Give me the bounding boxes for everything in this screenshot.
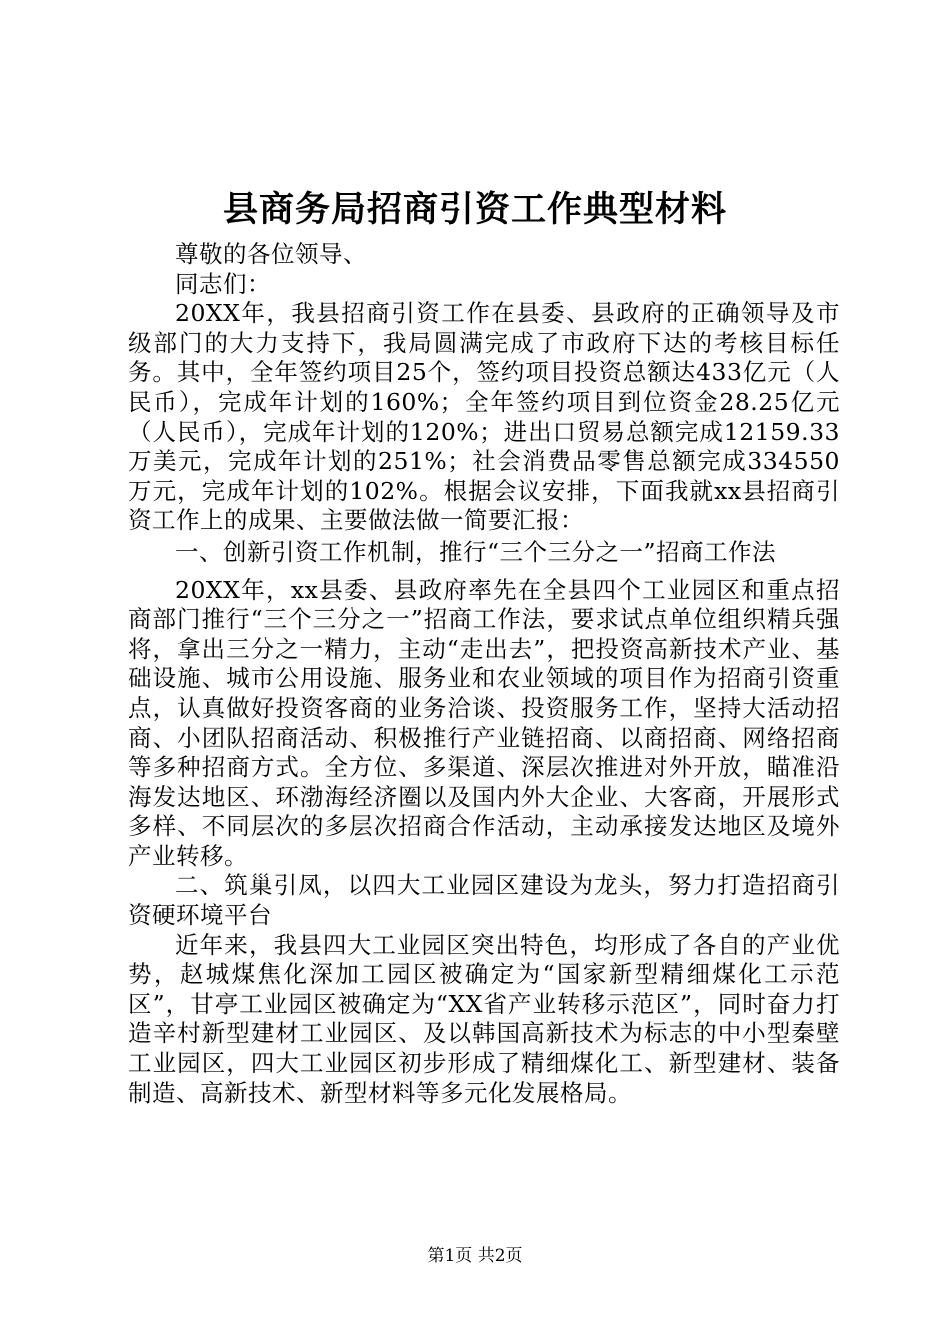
section-heading-2: 二、筑巢引凤，以四大工业园区建设为龙头，努力打造招商引资硬环境平台 xyxy=(128,871,840,930)
section-heading-1: 一、创新引资工作机制，推行“三个三分之一”招商工作法 xyxy=(175,537,777,566)
page-number-footer: 第1页 共2页 xyxy=(427,1246,523,1266)
document-title: 县商务局招商引资工作典型材料 xyxy=(222,189,727,230)
intro-paragraph: 20XX年，我县招商引资工作在县委、县政府的正确领导及市级部门的大力支持下，我局圆满完成了市政府下达的考核目标任务。其中，全年签约项目25个，签约项目投资总额达433亿元（人民币），完成年计划的160%；全年签约项目到位资金28.25亿元（人民币），完成年计划的120%；进出口贸易总额完成12159.33万美元，完成年计划的251%；社会消费品零售总额完成334550万元，完成年计划的102%。根据会议安排，下面我就xx县招商引资工作上的成果、主要做法做一简要汇报： xyxy=(128,299,840,535)
salutation-line-2: 同志们： xyxy=(175,269,271,298)
section-1-paragraph: 20XX年，xx县委、县政府率先在全县四个工业园区和重点招商部门推行“三个三分之一”招商工作法，要求试点单位组织精兵强将，拿出三分之一精力，主动“走出去”，把投资高新技术产业、基础设施、城市公用设施、服务业和农业领域的项目作为招商引资重点，认真做好投资客商的业务洽谈、投资服务工作，坚持大活动招商、小团队招商活动、积极推行产业链招商、以商招商、网络招商等多种招商方式。全方位、多渠道、深层次推进对外开放，瞄准沿海发达地区、环渤海经济圈以及国内外大企业、大客商，开展形式多样、不同层次的多层次招商合作活动，主动承接发达地区及境外产业转移。 xyxy=(128,575,840,870)
section-2-paragraph: 近年来，我县四大工业园区突出特色，均形成了各自的产业优势，赵城煤焦化深加工园区被确定为“国家新型精细煤化工示范区”，甘亭工业园区被确定为“XX省产业转移示范区”，同时奋力打造辛村新型建材工业园区、及以韩国高新技术为标志的中小型秦壁工业园区，四大工业园区初步形成了精细煤化工、新型建材、装备制造、高新技术、新型材料等多元化发展格局。 xyxy=(128,930,840,1107)
salutation-line-1: 尊敬的各位领导、 xyxy=(175,240,367,268)
document-body xyxy=(128,240,840,1108)
